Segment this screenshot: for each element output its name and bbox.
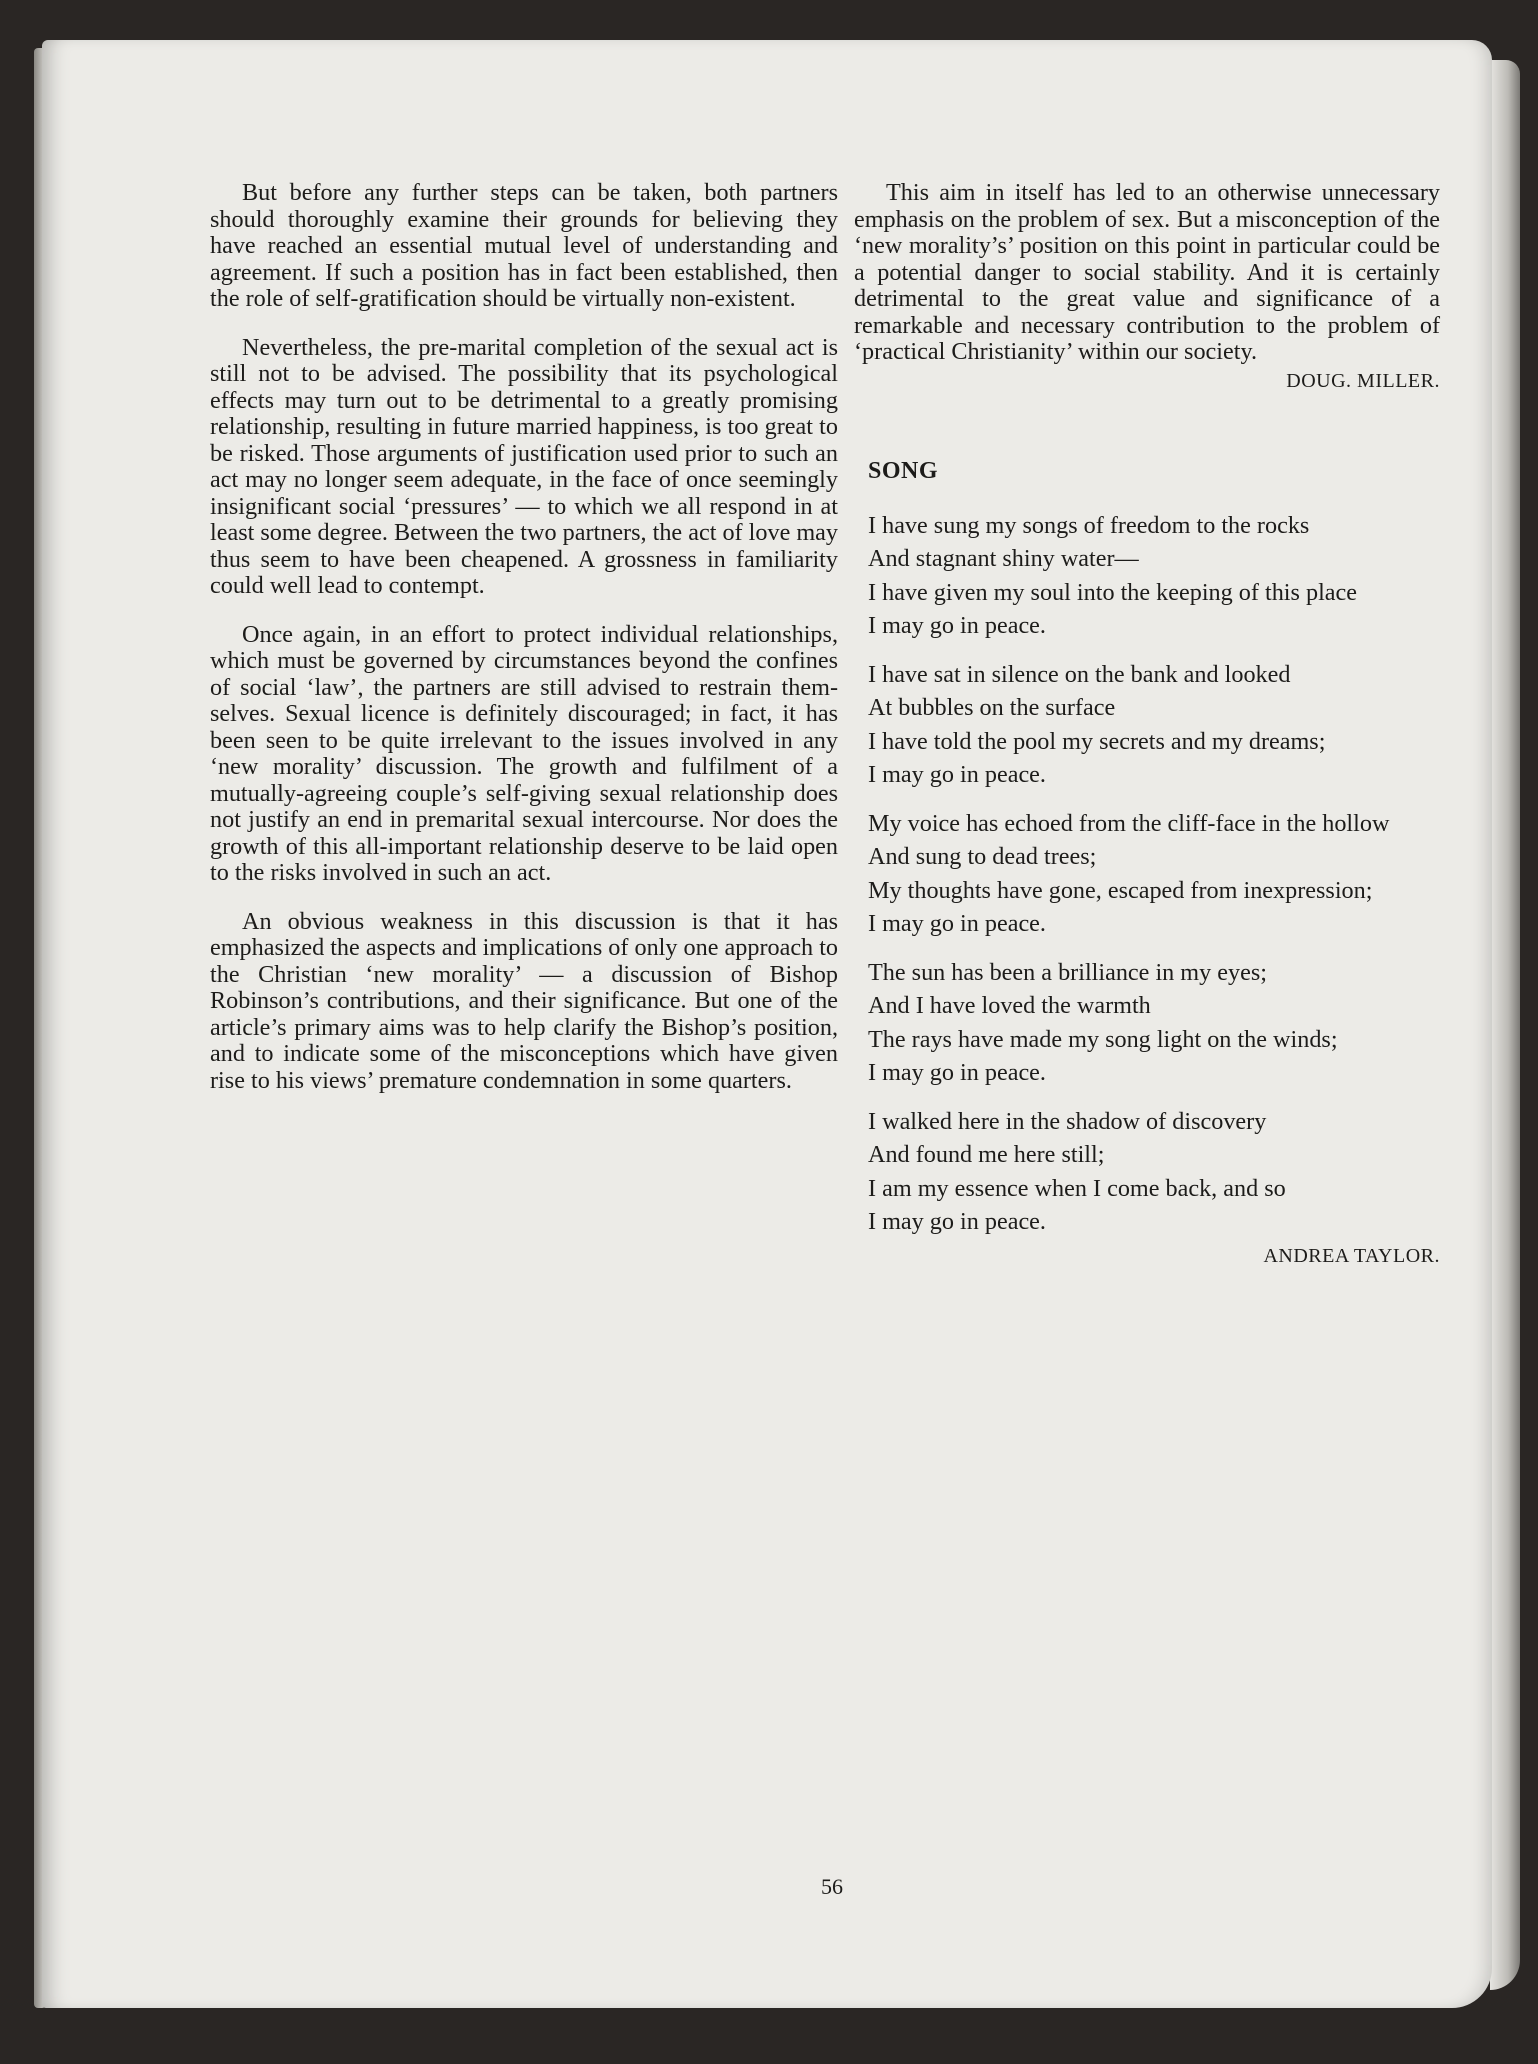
verse-line: And found me here still; [868, 1141, 1105, 1168]
poem-title: SONG [868, 458, 939, 484]
paragraph: But before any further steps can be taken, both partners should thoroughly examine their grounds for believing they have reached an essential mutual level of understanding and agreement. If such a position has in fact been established, then the role of self-gratification should be virtually non-existent. [210, 179, 838, 312]
verse-line: At bubbles on the surface [868, 694, 1116, 721]
paragraph: An obvious weakness in this discussion is that it has emphasized the aspects and implications of only one approach to the Christian ‘new morality’ — a discussion of Bishop Robinson’s contributions, and their significance. But one of the article’s primary aims was to help clarify the Bishop’s position, and to indicate some of the misconceptions which have given rise to his views’ premature condemnation in some quarters. [210, 907, 839, 1094]
paragraph: This aim in itself has led to an otherwise unnecessary emphasis on the problem of sex. But a misconception of the ‘new morality’s’ position on this point in particular could be a potential danger to social stability. And it is certainly detrimental to the great value and significance of a remarkable and necessary contribution to the problem of ‘practical Christianity’ within our society. [854, 179, 1440, 365]
poem-stanza [868, 513, 1440, 640]
verse-line: I have given my soul into the keeping of this place [868, 578, 1358, 606]
left-column [210, 180, 838, 1116]
paragraph: Once again, in an effort to protect individual relationships, which must be governed by circumstances beyond the confines of social ‘law’, the partners are still advised to restrain themselves. Sexual licence is definitely discouraged; in fact, it has been seen to be quite irrelevant to the issues involved in any ‘new morality’ discussion. The growth and fulfilment of a mutually-agreeing couple’s self-giving sexual relationship does not justify an end in premarital sexual intercourse. Nor does the growth of this all-important relationship deserve to be laid open to the risks involved in such an act. [210, 620, 838, 886]
article-author: DOUG. MILLER. [1286, 369, 1440, 392]
verse-line: I may go in peace. [868, 1208, 1046, 1235]
verse-line: I may go in peace. [868, 1059, 1046, 1086]
verse-line: I have told the pool my secrets and my dreams; [868, 727, 1326, 755]
book-page [42, 40, 1492, 2008]
page-number: 56 [821, 1874, 843, 1899]
verse-line: The sun has been a brilliance in my eyes; [868, 958, 1267, 986]
verse-line: The rays have made my song light on the winds; [868, 1025, 1338, 1053]
verse-line: I am my essence when I come back, and so [868, 1174, 1286, 1202]
verse-line: And sung to dead trees; [868, 843, 1097, 870]
verse-line: I have sat in silence on the bank and looked [868, 660, 1291, 688]
verse-line: My thoughts have gone, escaped from inexpression; [868, 876, 1373, 904]
verse-line: And stagnant shiny water— [868, 545, 1139, 572]
paragraph: Nevertheless, the pre-marital completion of the sexual act is still not to be advised. The possibility that its psychological effects may turn out to be detrimental to a greatly promising relationship, resulting in future married happiness, is too great to be risked. Those arguments of justification used prior to such an act may no longer seem adequate, in the face of once seemingly insignificant social ‘pressures’ — to which we all respond in at least some degree. Between the two partners, the act of love may thus seem to have been cheapened. A grossness in familiarity could well lead to contempt. [210, 333, 838, 599]
verse-line: I walked here in the shadow of discovery [868, 1107, 1267, 1135]
verse-line: My voice has echoed from the cliff-face in the hollow [868, 809, 1390, 837]
verse-line: And I have loved the warmth [868, 992, 1151, 1019]
poem-stanza [868, 662, 1440, 789]
verse-line: I may go in peace. [868, 910, 1046, 937]
verse-line: I may go in peace. [868, 761, 1046, 788]
poem-author: ANDREA TAYLOR. [1263, 1244, 1440, 1267]
poem-stanza [868, 960, 1440, 1087]
poem-stanza [868, 811, 1440, 938]
page-edge-right [1490, 60, 1520, 1990]
right-column [854, 180, 1440, 1269]
verse-line: I have sung my songs of freedom to the rocks [868, 511, 1310, 539]
poem-stanza [868, 1109, 1440, 1236]
verse-line: I may go in peace. [868, 612, 1046, 639]
